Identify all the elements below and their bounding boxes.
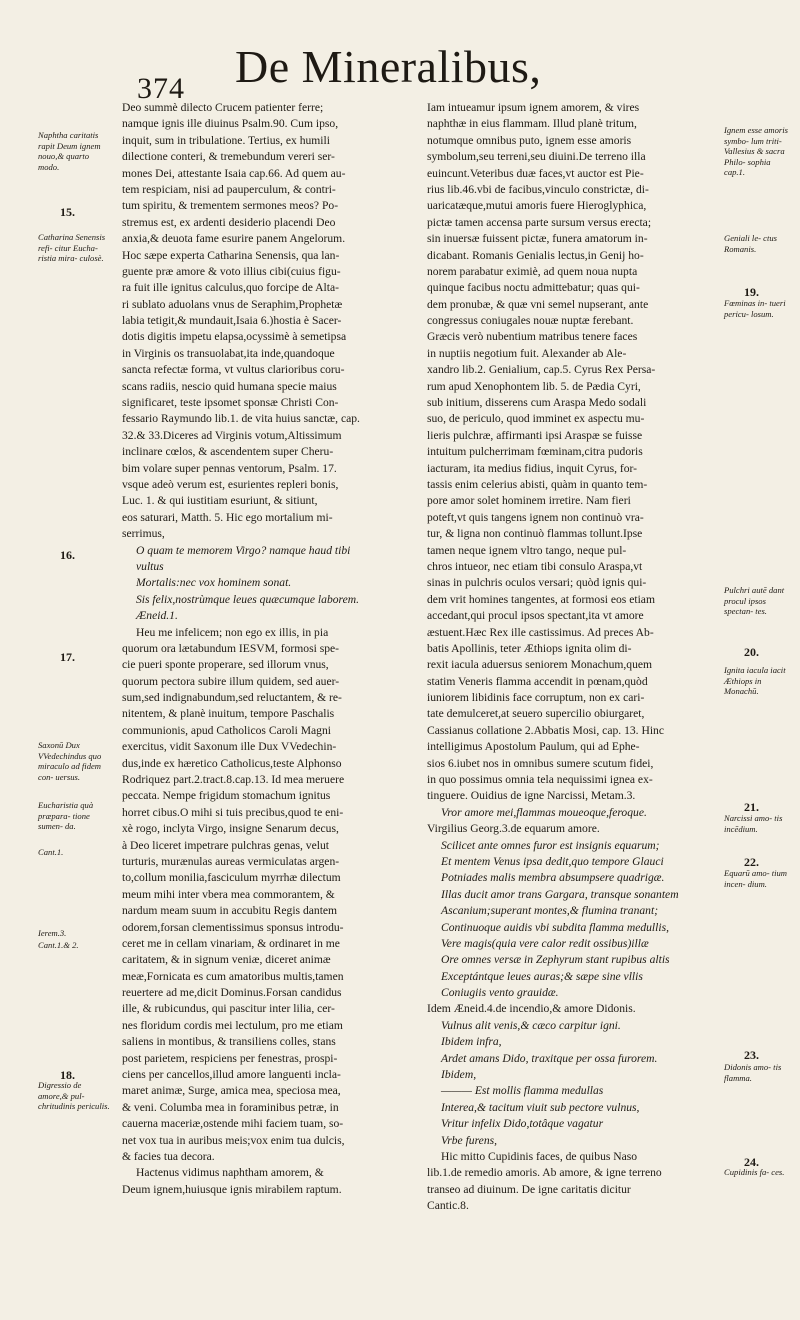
- left-column-line: peccata. Nempe frigidum stomachum ignitus: [122, 789, 331, 803]
- right-column-line: batis Apollinis, teter Æthiops ignita olim di-: [427, 641, 632, 655]
- left-margin-note: Cant.1.& 2.: [38, 940, 79, 950]
- right-column-line: sub initium, disserens cum Araspa Medo sodali: [427, 396, 647, 410]
- right-column-line: Græcis verò nubentium matribus tenere faces: [427, 330, 638, 344]
- right-column-line: dem pronubæ, & quæ vni semel nupserant, ante: [427, 297, 649, 311]
- running-title: De Mineralibus,: [235, 41, 542, 92]
- left-column-line: nes floridum cordis mei lectulum, pro me etiam: [122, 1018, 343, 1032]
- left-margin-note: Eucharistia quà præpara- tione sumen- da.: [38, 800, 94, 831]
- left-column-line: Æneid.1.: [136, 609, 178, 623]
- right-margin-note: Fœminas in- tueri pericu- losum.: [724, 298, 786, 319]
- left-column: [122, 100, 420, 1198]
- left-margin-note: Ierem.3.: [38, 928, 67, 938]
- left-column-line: dotis digitis impetu elapsa,ocyssimè à semetipsa: [122, 330, 347, 344]
- left-column-line: communionis, apud Catholicos Caroli Magni: [122, 723, 331, 737]
- right-column-line: Vritur infelix Dido,totâque vagatur: [441, 1117, 604, 1131]
- left-column-line: quorum ora lætabundum IESVM, formosi spe-: [122, 641, 340, 655]
- left-margin-note: 18.: [60, 1068, 75, 1082]
- right-column-line: sinas in pulchris oculos versari; quòd ignis qui-: [427, 576, 647, 590]
- right-column-line: rum apud Xenophontem lib. 5. de Pædia Cyri,: [427, 379, 641, 393]
- right-column-line: transeo ad diuinum. De igne caritatis dicitur: [427, 1182, 631, 1196]
- right-margin-note: 21.: [744, 800, 759, 814]
- right-column-line: Cantic.8.: [427, 1199, 469, 1213]
- left-column-line: tem respiciam, nisi ad pauperculum, & contri-: [122, 182, 336, 196]
- right-column-line: dem vrit homines tangentes, at formosi eos etiam: [427, 592, 655, 606]
- left-column-line: dus,inde ex hæretico Catholicus,teste Alphonso: [122, 756, 342, 770]
- left-column-line: Rodriquez part.2.tract.8.cap.13. Id mea meruere: [122, 773, 345, 787]
- right-column-line: naphthæ in eius flammam. Illud planè tritum,: [427, 117, 637, 131]
- left-column-line: ille, & rubicundus, qui pascitur inter lilia, cer-: [122, 1002, 335, 1016]
- left-column-line: mones Dei, attestante Isaia cap.66. Ad quem au-: [122, 166, 346, 180]
- left-column-line: net vox tua in auribus meis;vox enim tua dulcis,: [122, 1133, 345, 1147]
- right-column-line: Continuoque auidis vbi subdita flamma medullis,: [441, 920, 670, 934]
- right-column-line: notumque omnibus puto, ignem esse amoris: [427, 133, 632, 147]
- right-column: [427, 100, 712, 1215]
- left-column-line: vultus: [136, 559, 164, 573]
- right-column-line: Exceptántque leues auras;& sæpe sine vllis: [441, 969, 643, 983]
- left-column-line: cie pueri sponte properare, sed illorum vnus,: [122, 658, 329, 672]
- left-column-line: exercitus, vidit Saxonum ille Dux VVedechin-: [122, 740, 337, 754]
- right-column-line: iacturam, ita medius fidius, inquit Cyrus, for-: [427, 461, 638, 475]
- right-column-line: pictæ tamen accensa parte sursum versus erecta;: [427, 215, 652, 229]
- right-column-line: Vulnus alit venis,& cæco carpitur igni.: [441, 1018, 621, 1032]
- right-margin-note: Cupidinis fa- ces.: [724, 1167, 785, 1177]
- right-column-line: tur, & ligna non continuò flammas tollunt.Ipse: [427, 527, 643, 541]
- left-column-line: nardum meam suum in accubitu Regis dantem: [122, 904, 338, 918]
- left-column-line: fessario Raymundo lib.1. de vita huius sanctæ, cap.: [122, 412, 360, 426]
- left-column-line: dilectione conteri, & tremebundum vereri ser-: [122, 150, 335, 164]
- right-column-line: sin inuersæ fuissent pictæ, funera amatorum in-: [427, 232, 648, 246]
- right-margin-note: Narcissi amo- tis incēdium.: [724, 813, 783, 834]
- left-column-line: stremus est, ex ardenti desiderio placendi Deo: [122, 215, 336, 229]
- left-column-line: ri sublato aduolans vnus de Seraphim,Prophetæ: [122, 297, 343, 311]
- right-margin-note: Ignem esse amoris symbo- lum triti- Vallesius & sacra Philo- sophia cap.1.: [724, 125, 788, 177]
- left-column-line: significaret, teste ipsomet sponsæ Christi Con-: [122, 396, 339, 410]
- right-column-line: æstuent.Hæc Rex ille castissimus. Ad preces Ab-: [427, 625, 654, 639]
- right-column-line: dicabant. Romanis Genialis lectus,in Genij ho-: [427, 248, 644, 262]
- left-column-line: saliens in montibus, & transiliens colles, stans: [122, 1035, 336, 1049]
- left-column-line: meæ,Fornicata es cum amatoribus multis,tamen: [122, 969, 344, 983]
- left-column-line: Luc. 1. & qui iustitiam esuriunt, & sitiunt,: [122, 494, 318, 508]
- left-column-line: vsque adeò verum est, esurientes repleri bonis,: [122, 477, 339, 491]
- left-column-line: in Virginis os transuolabat,ita inde,quandoque: [122, 346, 335, 360]
- left-column-line: quorum pectora subire illum quidem, sed auer-: [122, 674, 340, 688]
- right-column-line: rius lib.46.vbi de facibus,vinculo constrictæ, di-: [427, 182, 649, 196]
- right-column-line: Ascanium;superant montes,& flumina tranant;: [441, 904, 659, 918]
- right-column-line: tamen neque ignem vltro tango, neque pul-: [427, 543, 627, 557]
- left-column-line: scans radiis, nescio quid humana specie maius: [122, 379, 337, 393]
- right-column-line: symbolum,seu terreni,seu diuini.De terreno illa: [427, 150, 646, 164]
- left-column-line: O quam te memorem Virgo? namque haud tibi: [136, 543, 351, 557]
- left-margin-note: 17.: [60, 650, 75, 664]
- left-column-line: Hoc sæpe experta Catharina Senensis, qua lan-: [122, 248, 340, 262]
- left-margin-note: Catharina Senensis refi- citur Eucha- ristia mira- culosè.: [38, 232, 106, 263]
- right-margin-note: Geniali le- ctus Romanis.: [724, 233, 777, 254]
- right-column-line: iuniorem libidinis face corruptum, non ex cari-: [427, 691, 645, 705]
- left-column-line: ciens per cancellos,illud amore languenti incla-: [122, 1068, 341, 1082]
- left-margin-note: Naphtha caritatis rapit Deum ignem nouo,& quarto modo.: [38, 130, 101, 172]
- right-column-line: tate demulceret,at seuero supercilio obiurgaret,: [427, 707, 645, 721]
- left-column-line: Heu me infelicem; non ego ex illis, in pia: [136, 625, 329, 639]
- right-column-line: Virgilius Georg.3.de equarum amore.: [427, 822, 600, 836]
- left-column-line: to,collum monilia,fasciculum myrrhæ dilectum: [122, 871, 341, 885]
- left-column-line: eos saturari, Matth. 5. Hic ego mortalium mi-: [122, 510, 333, 524]
- left-column-line: odorem,forsan clementissimus sponsus introdu-: [122, 920, 344, 934]
- right-column-line: statim Veneris flamma accendit in pœnam,quòd: [427, 674, 648, 688]
- right-margin-note: 24.: [744, 1155, 759, 1169]
- right-column-line: Et mentem Venus ipsa dedit,quo tempore Glauci: [441, 854, 664, 868]
- right-column-line: Ore omnes versæ in Zephyrum stant rupibus altis: [441, 953, 670, 967]
- right-column-line: lieris pulchræ, affirmanti ipsi Araspæ se fuisse: [427, 428, 643, 442]
- left-column-line: cauerna maceriæ,ostende mihi faciem tuam, so-: [122, 1117, 344, 1131]
- left-column-line: labia tetigit,& mundauit,Isaia 6.)hostia è Sacer-: [122, 314, 342, 328]
- left-margin-note: 15.: [60, 205, 75, 219]
- right-margin-note: 20.: [744, 645, 759, 659]
- right-column-line: pore amor solet hominem irretire. Nam fieri: [427, 494, 631, 508]
- right-column-line: Hic mitto Cupidinis faces, de quibus Naso: [441, 1150, 638, 1163]
- right-column-line: ——— Est mollis flamma medullas: [441, 1084, 604, 1098]
- left-column-line: inclinare cœlos, & ascendentem super Cheru-: [122, 445, 334, 459]
- right-column-line: rexit iacula aduersus seniorem Monachum,quem: [427, 658, 653, 672]
- right-margin-note: Didonis amo- tis flamma.: [724, 1062, 782, 1083]
- right-column-line: euincunt.Veteribus duæ faces,vt auctor est Pie-: [427, 166, 644, 180]
- left-column-line: anxia,& deuota fame esurire panem Angelorum.: [122, 232, 346, 246]
- right-column-line: Vror amore mei,flammas moueoque,feroque.: [441, 805, 647, 819]
- right-column-line: intuitum pulcherrimam fœminam,citra pudoris: [427, 445, 643, 459]
- left-column-line: inquit, sum in tribulatione. Tertius, ex humili: [122, 133, 330, 147]
- right-column-line: Iam intueamur ipsum ignem amorem, & vires: [427, 101, 640, 114]
- right-column-line: poteft,vt quis tangens ignem non continuò vra-: [427, 510, 644, 524]
- right-column-line: Ardet amans Dido, traxitque per ossa furorem.: [441, 1051, 658, 1065]
- left-column-line: à Deo liceret impetrare pulchras genas, velut: [122, 838, 329, 852]
- left-column-line: bim volare super pennas ventorum, Psalm. 17.: [122, 461, 337, 475]
- right-column-line: quinque facibus noctu admittebatur; quas qui-: [427, 281, 640, 295]
- right-column-line: norem parabatur eximiè, ad quem noua nupta: [427, 264, 638, 278]
- right-column-line: accedant,qui procul ipsos spectant,ita vt amore: [427, 609, 644, 623]
- right-column-line: Scilicet ante omnes furor est insignis equarum;: [441, 838, 660, 852]
- right-column-line: sios 6.iubet nos in omnibus sumere scutum fidei,: [427, 756, 654, 770]
- left-column-line: Hactenus vidimus naphtham amorem, &: [136, 1166, 324, 1180]
- left-margin-note: 16.: [60, 548, 75, 562]
- left-column-line: horret cibus.O mihi si tuis precibus,quod te eni-: [122, 805, 344, 819]
- right-column-line: congressus coniugales nouæ nuptæ ferebant.: [427, 314, 634, 328]
- left-column-line: caritatem, & in signum veniæ, diceret animæ: [122, 953, 331, 967]
- left-column-line: maret animæ, Surge, amica mea, speciosa mea,: [122, 1084, 341, 1098]
- left-column-line: sancta refectæ forma, vt vultus clarioribus coru-: [122, 363, 345, 377]
- left-margin-note: Digressio de amore,& pul- chritudinis periculis.: [38, 1080, 110, 1111]
- right-column-line: Vrbe furens,: [441, 1133, 498, 1147]
- right-column-line: chros intueor, nec etiam tibi consulo Araspa,vt: [427, 559, 643, 573]
- left-column-line: Deo summè dilecto Crucem patienter ferre;: [122, 101, 324, 114]
- left-column-line: nitentem, & planè inuitum, tempore Paschalis: [122, 707, 335, 721]
- left-column-line: meum mihi inter vbera mea commorantem, &: [122, 887, 335, 901]
- right-column-line: Coniugiis vento grauidæ.: [441, 986, 559, 1000]
- right-column-line: intelligimus Apostolum Paulum, qui ad Ephe-: [427, 740, 640, 754]
- left-column-line: ceret me in cellam vinariam, & ordinaret in me: [122, 936, 340, 950]
- left-column-line: & veni. Columba mea in foraminibus petræ, in: [122, 1100, 339, 1114]
- left-column-line: 32.& 33.Diceres ad Virginis votum,Altissimum: [122, 428, 342, 442]
- left-column-line: Mortalis:nec vox hominem sonat.: [136, 576, 292, 590]
- left-column-line: & facies tua decora.: [122, 1150, 215, 1163]
- right-column-line: Illas ducit amor trans Gargara, transque sonantem: [441, 887, 679, 901]
- right-column-line: suo, de periculo, quod imminet ex aspectu mu-: [427, 412, 645, 426]
- left-column-line: turturis, murænulas aureas vermiculatas argen-: [122, 854, 340, 868]
- left-column-line: serrimus,: [122, 527, 165, 541]
- left-margin-note: Saxonū Dux VVedechindus quo miraculo ad fidem con- uersus.: [38, 740, 102, 782]
- right-margin-note: Pulchri autē dant procul ipsos spectan- tes.: [724, 585, 785, 616]
- left-column-line: tum spiritu, & trementem sermones meos? Po-: [122, 199, 339, 213]
- right-column-line: tinguere. Ouidius de igne Narcissi, Metam.3.: [427, 789, 636, 803]
- left-column-line: Deum ignem,huiusque ignis mirabilem raptum.: [122, 1182, 342, 1196]
- right-column-line: Cassianus collatione 2.Abbatis Mosi, cap. 13. Hinc: [427, 723, 664, 737]
- left-column-line: Sis felix,nostrùmque leues quæcumque laborem.: [136, 592, 360, 606]
- left-column-line: sum,sed indignabundum,sed reluctantem, & re-: [122, 691, 342, 705]
- right-column-line: in quo possimus omnia tela nequissimi ignea ex-: [427, 773, 653, 787]
- right-column-line: Potniades malis membra absumpsere quadrigæ.: [441, 871, 665, 885]
- left-margin-note: Cant.1.: [38, 847, 64, 857]
- left-column-line: reuertere ad me,dicit Dominus.Forsan candidus: [122, 986, 342, 1000]
- right-column-line: tassis enim celerius abisti, quàm in quanto tem-: [427, 477, 648, 491]
- right-column-line: Ibidem infra,: [441, 1035, 502, 1049]
- right-column-line: xandro lib.2. Genialium, cap.5. Cyrus Rex Persa-: [427, 363, 656, 377]
- right-column-line: Idem Æneid.4.de incendio,& amore Didonis.: [427, 1002, 636, 1016]
- right-column-line: Ibidem,: [441, 1068, 477, 1082]
- left-column-line: ra fuit ille ignitus calculus,quo forcipe de Alta-: [122, 281, 339, 295]
- right-column-line: Interea,& tacitum viuit sub pectore vulnus,: [441, 1100, 640, 1114]
- right-margin-note: 22.: [744, 855, 759, 869]
- right-margin-note: Ignita iacula iacit Æthiops in Monachū.: [724, 665, 786, 696]
- right-column-line: in nuptiis negotium fuit. Alexander ab Ale-: [427, 346, 627, 360]
- right-margin-note: 23.: [744, 1048, 759, 1062]
- right-margin-note: Equarū amo- tium incen- dium.: [724, 868, 788, 889]
- right-column-line: Vere magis(quia vere calor redit ossibus)illæ: [441, 936, 649, 950]
- page-number: 374: [137, 72, 185, 105]
- right-column-line: lib.1.de remedio amoris. Ab amore, & igne terreno: [427, 1166, 662, 1180]
- right-column-line: uaricatæque,mutui amoris fuere Hieroglyphica,: [427, 199, 647, 213]
- right-margin-note: 19.: [744, 285, 759, 299]
- left-column-line: namque ignis ille diuinus Psalm.90. Cum ipso,: [122, 117, 339, 131]
- left-column-line: post parietem, respiciens per fenestras, prospi-: [122, 1051, 338, 1065]
- left-column-line: xè rogo, inclyta Virgo, insigne Senarum decus,: [122, 822, 339, 836]
- left-column-line: guente præ amore & voto illius cibi(cuius figu-: [122, 264, 341, 278]
